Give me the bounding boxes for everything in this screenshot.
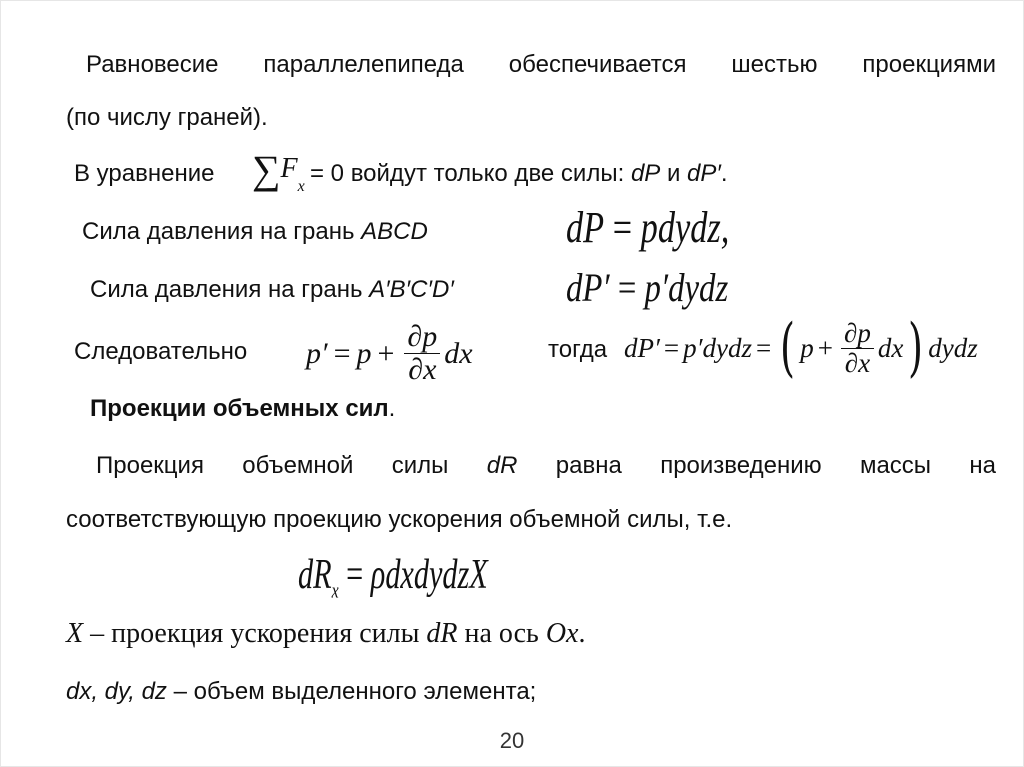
force-dp: dP <box>630 160 661 187</box>
f1-dx: dx <box>444 336 473 370</box>
f1-fraction <box>404 322 440 385</box>
equation-suffix-text: = 0 войдут только две силы: <box>310 160 631 187</box>
f1-plus: + <box>377 336 395 370</box>
formula-drx-rhs: ρdxdydzX <box>370 552 488 598</box>
consequently-label <box>74 338 247 366</box>
f2-open-paren: ( <box>780 311 796 385</box>
volume-element-vars: dx, dy, dz <box>66 678 167 705</box>
paragraph-2-dr: dR <box>486 452 518 479</box>
x-definition-axis-pre: на ось <box>457 618 546 649</box>
force-subscript-x: x <box>297 177 305 195</box>
volume-forces-period: . <box>388 395 396 422</box>
f2-plus: + <box>817 332 833 363</box>
equation-end: . <box>720 160 728 187</box>
f2-close-paren: ) <box>908 311 924 385</box>
formula-dp-prime-expanded <box>624 311 978 385</box>
paragraph-1-line-2 <box>66 104 268 132</box>
paragraph-2-pre: Проекция объемной силы <box>96 452 487 479</box>
formula-drx-sub: x <box>331 577 339 603</box>
x-symbol: X <box>66 618 84 649</box>
face-abcd-label: Сила давления на грань <box>82 218 362 245</box>
formula-dp-rhs: pdydz, <box>640 203 730 252</box>
paragraph-1-line-1 <box>86 51 996 79</box>
f2-mid: p′dydz <box>683 332 753 363</box>
x-definition-dr: dR <box>426 618 458 649</box>
volume-forces-heading-text: Проекции объемных сил <box>90 395 389 422</box>
x-definition-text: – проекция ускорения силы <box>83 618 427 649</box>
equation-suffix <box>310 160 728 188</box>
x-definition-end: . <box>578 618 586 649</box>
formula-dp-prime <box>566 265 729 310</box>
f2-lhs: dP′ <box>624 332 660 363</box>
x-definition <box>66 618 585 650</box>
paragraph-2-post: равна произведению массы на <box>517 452 996 479</box>
and-text: и <box>660 160 688 187</box>
f1-eq: = <box>333 336 351 370</box>
sum-symbol: ∑ <box>252 147 281 192</box>
equation-prefix: В уравнение <box>74 160 215 187</box>
f2-tail: dydz <box>928 332 978 363</box>
then-text: тогда <box>548 336 608 363</box>
x-definition-ox: Ox <box>545 618 579 649</box>
f2-eq1: = <box>663 332 680 363</box>
f1-frac-den: ∂x <box>408 353 437 386</box>
face-prime-label: Сила давления на грань <box>90 276 370 303</box>
face-abcd-line <box>82 218 428 246</box>
force-dp-prime: dP′ <box>687 160 721 187</box>
equation-line <box>74 160 214 188</box>
paragraph-2-line-2-text: соответствующую проекцию ускорения объемной силы, т.е. <box>66 506 733 533</box>
formula-drx-dr: dR <box>298 552 332 598</box>
paragraph-1-line-1-text: Равновесие параллелепипеда обеспечивается шестью проекциями <box>86 51 996 78</box>
formula-dp-prime-rhs: p′dydz <box>644 265 729 310</box>
then-label <box>548 336 607 364</box>
sum-fx-formula <box>252 147 305 195</box>
f1-p: p <box>356 336 372 370</box>
paragraph-2-line-1 <box>96 452 996 480</box>
force-f: F <box>280 153 298 184</box>
f2-p: p <box>800 332 814 363</box>
formula-p-prime <box>306 322 473 385</box>
f1-frac-num: ∂p <box>404 322 440 354</box>
f2-fraction <box>841 317 874 378</box>
f1-lhs: p′ <box>306 336 328 370</box>
formula-dp-prime-eq: = <box>609 265 645 310</box>
volume-forces-heading <box>90 395 395 423</box>
face-abcd-name: ABCD <box>361 218 428 245</box>
formula-drx <box>298 554 488 601</box>
face-prime-name: A′B′C′D′ <box>369 276 454 303</box>
face-prime-line <box>90 276 454 304</box>
f2-frac-num: ∂p <box>841 320 874 349</box>
f2-eq2: = <box>756 332 772 363</box>
paragraph-1-line-2-text: (по числу граней). <box>66 104 268 131</box>
formula-dp-eq: = <box>604 203 641 252</box>
volume-element-text: – объем выделенного элемента; <box>166 678 537 705</box>
consequently-text: Следовательно <box>74 338 248 365</box>
formula-drx-eq: = <box>338 552 371 598</box>
f2-dx: dx <box>877 332 904 363</box>
formula-dp-prime-lhs: dP′ <box>566 265 610 310</box>
f2-frac-den: ∂x <box>844 347 871 378</box>
volume-element-line <box>66 678 536 706</box>
page-number: 20 <box>499 728 525 753</box>
formula-dp <box>566 203 730 252</box>
formula-dp-lhs: dP <box>566 203 605 252</box>
paragraph-2-line-2 <box>66 506 732 534</box>
